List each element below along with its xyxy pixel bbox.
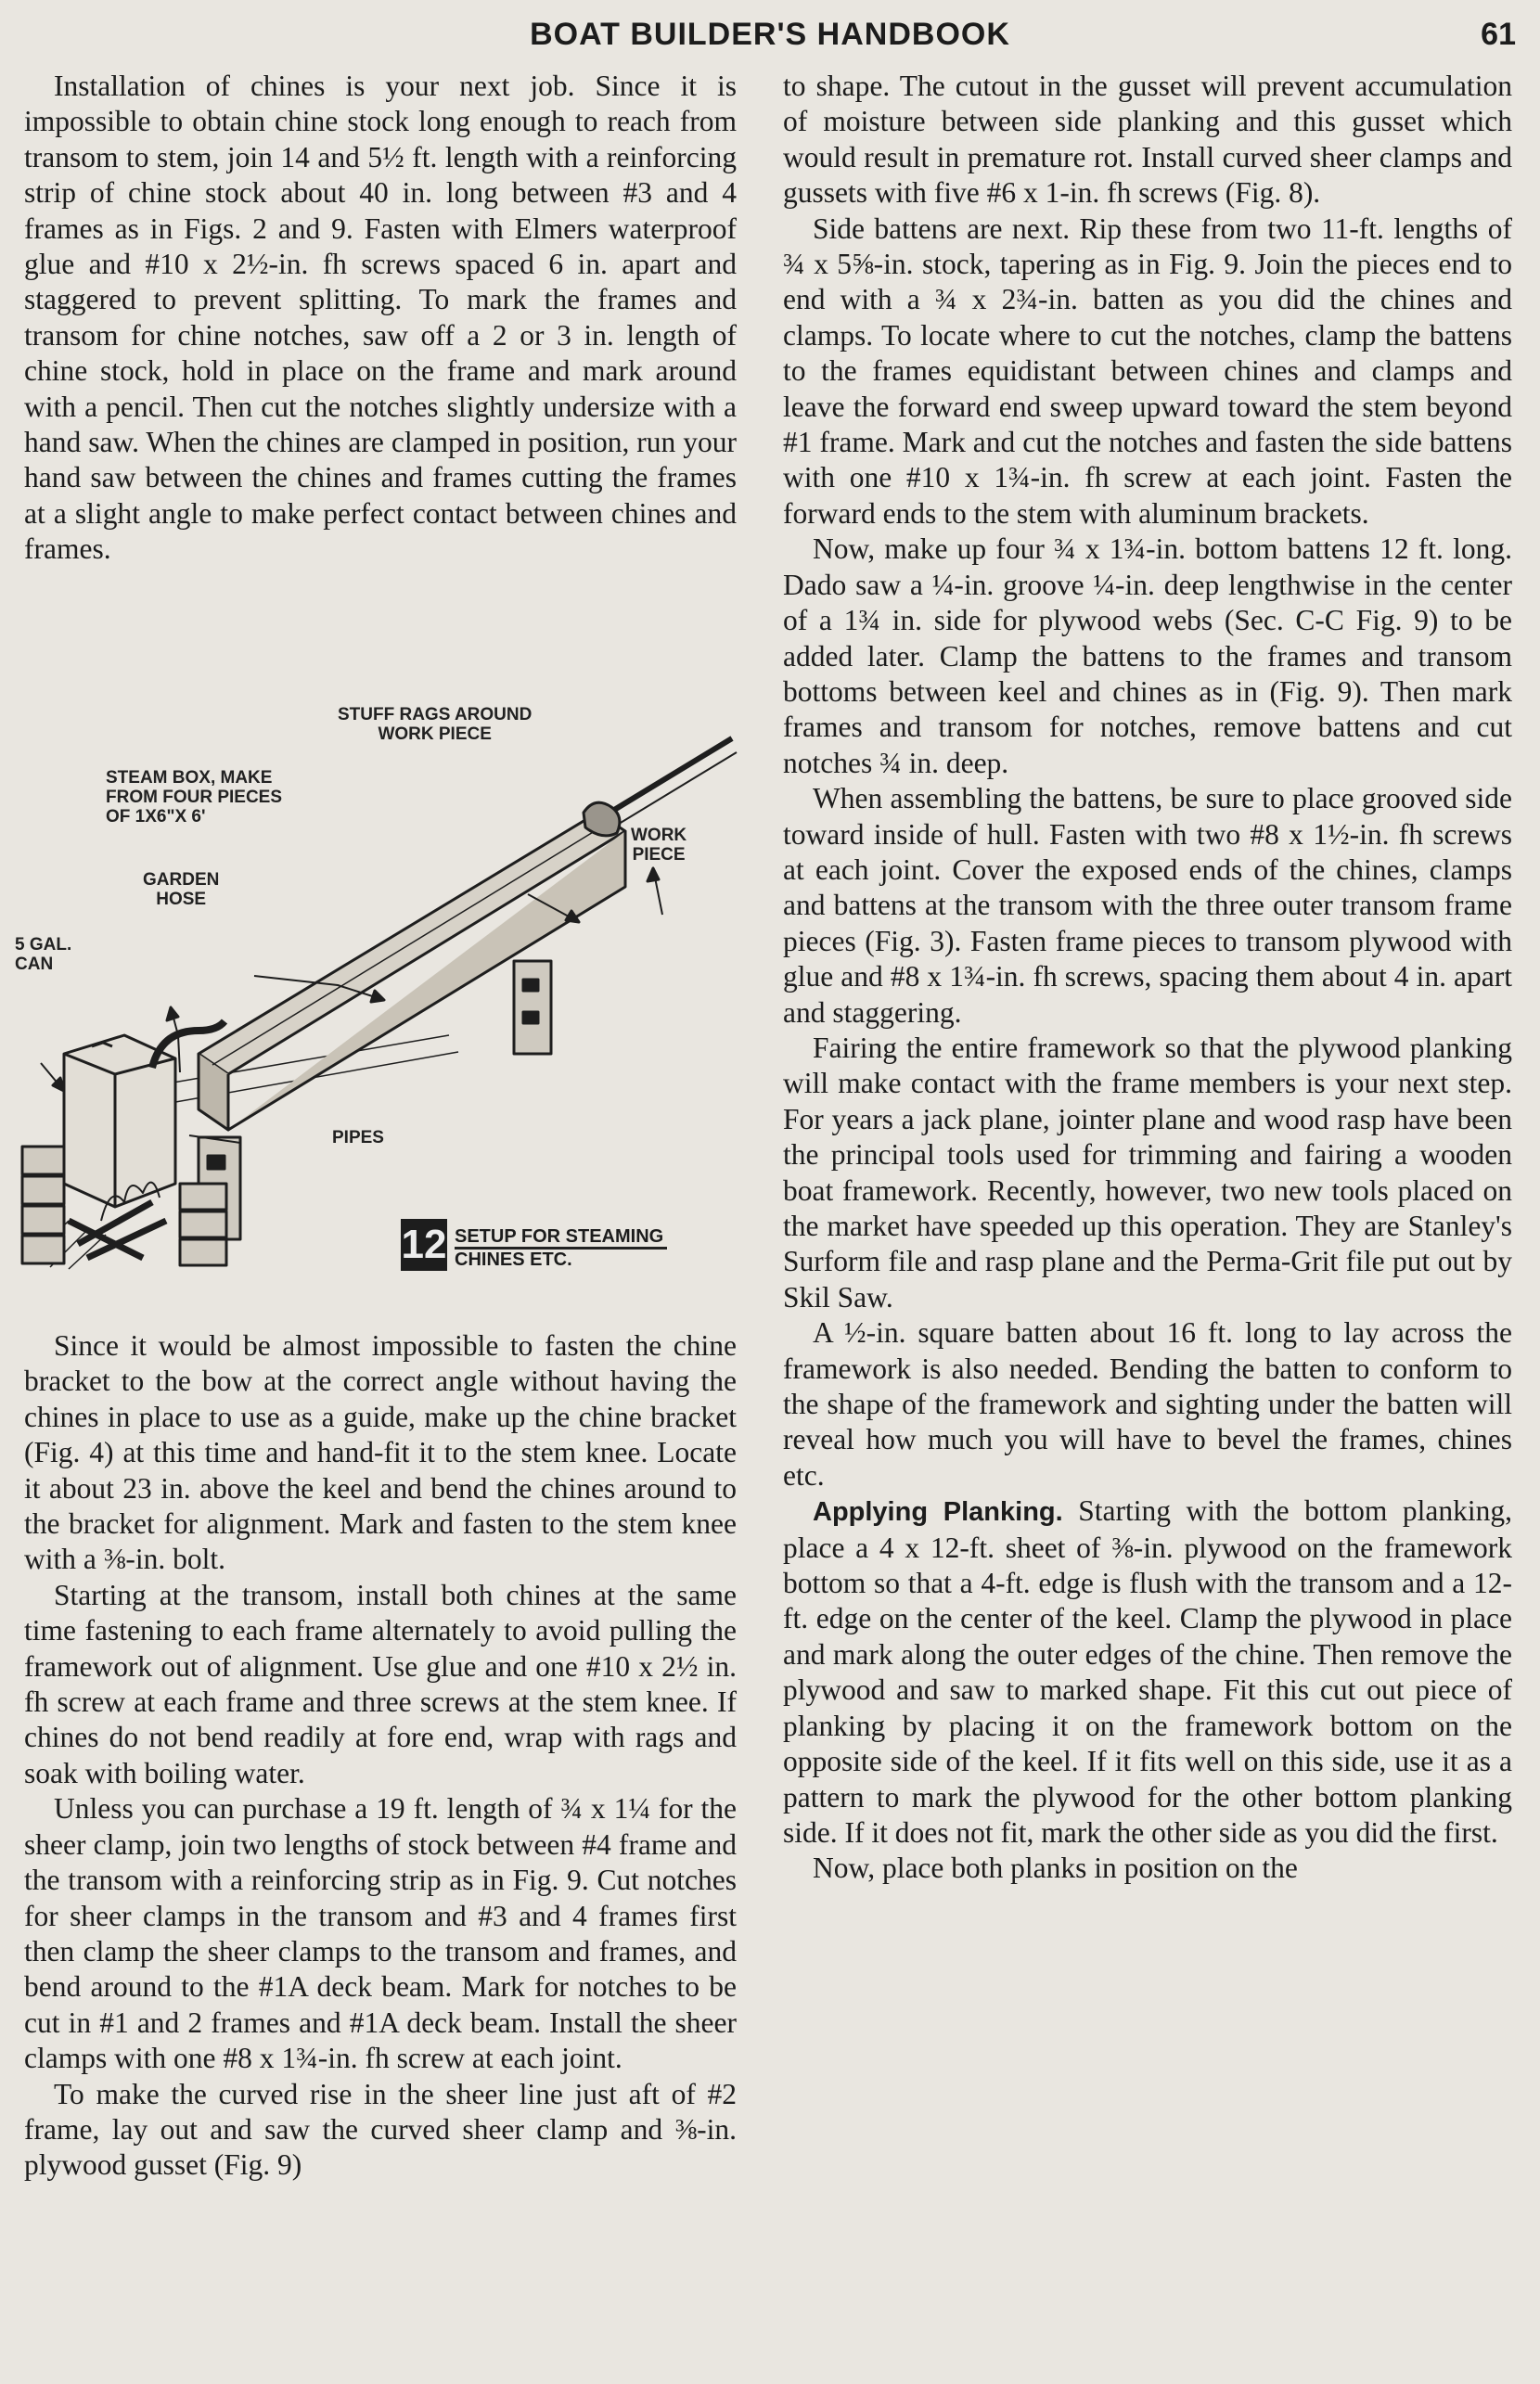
paragraph: Starting at the transom, install both chines at the same time fastening to each frame alternately to avoid pulling the framework out of alignment. Use glue and one #10 x 2½ in. fh screw at each frame and three screws at the stem knee. If chines do not bend readily at fore end, wrap with rags and soak with boiling water.	[24, 1578, 737, 1789]
left-column-top	[24, 69, 737, 568]
paragraph-applying-planking	[783, 1493, 1512, 1851]
paragraph: Now, make up four ¾ x 1¾-in. bottom battens 12 ft. long. Dado saw a ¼-in. groove ¼-in. deep lengthwise in the center of a 1¾ in. side for plywood webs (Sec. C-C Fig. 9) to be added later. Clamp the battens to the frames and transom bottoms between keel and chines as in (Fig. 9). Then mark frames and transom for notches, remove battens and cut notches ¾ in. deep.	[783, 532, 1512, 779]
label-stuff-rags	[338, 705, 532, 744]
label-5-gal-can	[15, 935, 71, 974]
paragraph: Since it would be almost impossible to fasten the chine bracket to the bow at the correct angle without having the chines in place to use as a guide, make up the chine bracket (Fig. 4) at this time and hand-fit it to the stem knee. Locate it about 23 in. above the keel and bend the chines around to the bracket for alignment. Mark and fasten to the stem knee with a ⅜-in. bolt.	[24, 1329, 737, 1576]
paragraph: to shape. The cutout in the gusset will prevent accumulation of moisture between side planking and this gusset which would result in premature rot. Install curved sheer clamps and gussets with five #6 x 1-in. fh screws (Fig. 8).	[783, 70, 1512, 210]
label-line: 5 GAL.	[15, 935, 72, 955]
label-line: PIPES	[332, 1128, 384, 1147]
caption-line-2: CHINES ETC.	[455, 1250, 572, 1270]
page-number: 61	[1481, 17, 1516, 52]
label-line: WORK PIECE	[378, 724, 492, 744]
label-line: FROM FOUR PIECES	[106, 788, 283, 807]
figure-number-badge: 12	[401, 1219, 447, 1271]
paragraph-text: Starting with the bottom planking, place a 4 x 12-ft. sheet of ⅜-in. plywood on the framework bottom so that a 4-ft. edge is flush with the transom and a 12-ft. edge on the center of the keel. Clamp the plywood in place and mark along the outer edges of the chine. Then remove the plywood and saw to marked shape. Fit this cut out piece of planking by placing it on the framework bottom on the opposite side of the keel. If it fits well on this side, use it as a pattern to mark the plywood for the other bottom planking side. If it does not fit, mark the other side as you did the first.	[783, 1494, 1512, 1849]
caption-line-1: SETUP FOR STEAMING	[455, 1226, 667, 1250]
label-line: WORK	[631, 826, 687, 845]
left-column-bottom	[24, 1328, 737, 2184]
section-heading: Applying Planking.	[813, 1497, 1063, 1528]
label-line: OF 1X6"X 6'	[106, 807, 206, 827]
figure-12-steam-setup	[13, 701, 746, 1295]
label-pipes	[332, 1128, 384, 1147]
label-garden-hose	[143, 870, 219, 909]
paragraph: Fairing the entire framework so that the plywood planking will make contact with the frame members is your next step. For years a jack plane, jointer plane and wood rasp have been the principal tools used for trimming and fairing a wooden boat framework. Recently, however, two new tools placed on the market have speeded up this operation. They are Stanley's Surform file and rasp plane and the Perma-Grit file put out by Skil Saw.	[783, 1031, 1512, 1314]
paragraph: Side battens are next. Rip these from two 11-ft. lengths of ¾ x 5⅝-in. stock, tapering as in Fig. 9. Join the pieces end to end with a ¾ x 2¾-in. batten as you did the chines and clamps. To locate where to cut the notches, clamp the battens to the frames equidistant between chines and clamps and leave the forward end sweep upward toward the stem beyond #1 frame. Mark and cut the notches and fasten the side battens with one #10 x 1¾-in. fh screw at each joint. Fasten the forward ends to the stem with aluminum brackets.	[783, 211, 1512, 530]
label-steam-box	[106, 768, 282, 827]
label-line: GARDEN	[143, 870, 220, 890]
paragraph: When assembling the battens, be sure to place grooved side toward inside of hull. Fasten with two #8 x 1½-in. fh screws at each joint. Cover the exposed ends of the chines, clamps and battens at the transom with the three outer transom frame pieces (Fig. 3). Fasten frame pieces to transom plywood with glue and #8 x 1¾-in. fh screws, spacing them about 4 in. apart and staggering.	[783, 782, 1512, 1029]
label-line: STEAM BOX, MAKE	[106, 768, 273, 788]
running-title: BOAT BUILDER'S HANDBOOK	[530, 17, 1010, 52]
page-header	[0, 9, 1540, 56]
right-column	[783, 69, 1512, 1887]
paragraph: Now, place both planks in position on the	[813, 1852, 1298, 1885]
paragraph: To make the curved rise in the sheer line just aft of #2 frame, lay out and saw the curved sheer clamp and ⅜-in. plywood gusset (Fig. 9)	[24, 2077, 737, 2182]
figure-caption	[455, 1226, 667, 1270]
paragraph: Installation of chines is your next job. Since it is impossible to obtain chine stock long enough to reach from transom to stem, join 14 and 5½ ft. length with a reinforcing strip of chine stock about 40 in. long between #3 and 4 frames as in Figs. 2 and 9. Fasten with Elmers waterproof glue and #10 x 2½-in. fh screws spaced 6 in. apart and staggered to prevent splitting. To mark the frames and transom for chine notches, saw off a 2 or 3 in. length of chine stock, hold in place on the frame and mark around with a pencil. Then cut the notches slightly undersize with a hand saw. When the chines are clamped in position, run your hand saw between the chines and frames cutting the frames at a slight angle to make perfect contact between chines and frames.	[24, 70, 737, 566]
label-line: PIECE	[632, 845, 686, 865]
paragraph: Unless you can purchase a 19 ft. length of ¾ x 1¼ for the sheer clamp, join two lengths of stock between #4 frame and the transom with a reinforcing strip as in Fig. 9. Cut notches for sheer clamps in the transom and #3 and 4 frames first then clamp the sheer clamps to the transom and frames, and bend around to the #1A deck beam. Mark for notches to be cut in #1 and 2 frames and #1A deck beam. Install the sheer clamps with one #8 x 1¾-in. fh screw at each joint.	[24, 1792, 737, 2075]
paragraph: A ½-in. square batten about 16 ft. long to lay across the framework is also needed. Bending the batten to conform to the shape of the framework and sighting under the batten will reveal how much you will have to bevel the frames, chines etc.	[783, 1316, 1512, 1492]
label-line: STUFF RAGS AROUND	[338, 705, 533, 724]
label-line: CAN	[15, 955, 54, 974]
label-line: HOSE	[156, 890, 207, 909]
label-work-piece	[631, 826, 687, 865]
